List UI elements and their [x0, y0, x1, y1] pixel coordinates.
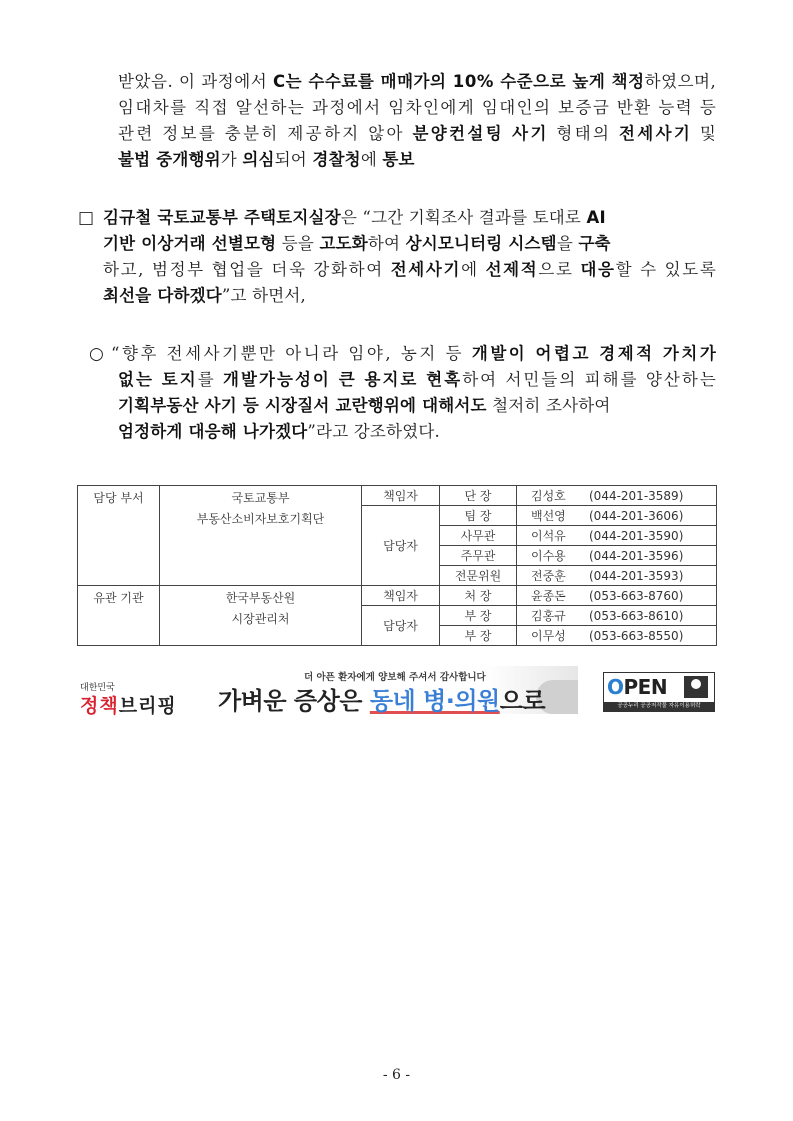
text-run: 으로 [538, 260, 581, 279]
contact-phone-cell [517, 486, 717, 506]
text-run: ”고 하면서, [221, 286, 307, 305]
title-cell: 처 장 [440, 586, 517, 606]
org-cell [160, 486, 362, 586]
open-logo-text [607, 675, 667, 699]
ad-headline-part-3: 으로 [499, 687, 546, 715]
text-run: 을 [556, 234, 579, 253]
attribution-icon [684, 676, 708, 698]
bold-phrase: 구축 [578, 234, 611, 253]
bold-phrase: 불법 중개행위 [118, 150, 221, 169]
footer-banner [77, 664, 717, 716]
title-cell: 주무관 [440, 546, 517, 566]
text-run: 하여 서민들의 피해를 양산하는 [462, 370, 718, 389]
text-line [103, 260, 717, 280]
bold-phrase: 전세사기 [618, 124, 693, 143]
contact-name: 이무성 [531, 629, 566, 643]
org-name: 한국부동산원 [225, 591, 296, 605]
text-run: 하였으며, [644, 72, 717, 91]
text-line [118, 370, 718, 390]
bold-phrase: 개발이 어렵고 경제적 가치가 [471, 344, 719, 363]
open-license-caption: 공공누리 공공저작물 자유이용허락 [604, 702, 714, 711]
bold-phrase: 통보 [382, 150, 415, 169]
circle-bullet: ○ [89, 344, 104, 364]
open-logo-pen: PEN [623, 675, 668, 699]
ad-headline [218, 681, 545, 716]
text-run: 은 “그간 기획조사 결과를 토대로 [340, 208, 587, 227]
contact-phone-cell [517, 606, 717, 626]
contact-name: 전중훈 [531, 569, 566, 583]
text-run: 가 [220, 150, 243, 169]
title-cell: 전문위원 [440, 566, 517, 586]
text-line [118, 98, 717, 118]
campaign-ad[interactable] [204, 666, 578, 714]
text-line [118, 150, 415, 170]
table-row [78, 586, 717, 606]
text-line [118, 396, 611, 416]
text-run: 하고, 범정부 협업을 더욱 강화하여 [103, 260, 391, 279]
bold-phrase: 상시모니터링 시스템 [405, 234, 557, 253]
contact-name: 김홍규 [531, 609, 566, 623]
page-number: - 6 - [382, 1067, 411, 1083]
ad-headline-highlight: 동네 병·의원 [369, 687, 500, 715]
bold-phrase: AI [586, 208, 606, 227]
section-header: 유관 기관 [78, 586, 160, 646]
contact-phone-cell [517, 546, 717, 566]
bold-phrase: 김규철 국토교통부 주택토지실장 [103, 208, 341, 227]
contact-name: 백선영 [531, 509, 566, 523]
brand-logo-part-2: 브리핑 [118, 695, 177, 717]
bold-phrase: 의심 [242, 150, 275, 169]
title-cell: 단 장 [440, 486, 517, 506]
contact-phone[interactable]: (044-201-3596) [589, 549, 684, 563]
ad-headline-part-1: 가벼운 증상은 [218, 687, 370, 715]
title-cell: 부 장 [440, 606, 517, 626]
text-run: 등을 [276, 234, 320, 253]
org-unit: 시장관리처 [231, 612, 290, 626]
bold-phrase: 전세사기 [390, 260, 462, 279]
section-header: 담당 부서 [78, 486, 160, 586]
text-run: 철저히 조사하여 [486, 396, 611, 415]
open-license-badge[interactable] [603, 672, 715, 712]
text-run: 되어 [274, 150, 313, 169]
text-run: 하여 [367, 234, 406, 253]
text-run: 형태의 [548, 124, 619, 143]
contact-phone[interactable]: (044-201-3590) [589, 529, 684, 543]
text-run: 를 [197, 370, 224, 389]
org-name: 국토교통부 [231, 491, 290, 505]
contact-name: 김성호 [531, 489, 566, 503]
text-run: 임대차를 직접 알선하는 과정에서 임차인에게 임대인의 보증금 반환 능력 등 [118, 98, 718, 117]
text-line [103, 234, 611, 254]
contact-phone-cell [517, 586, 717, 606]
bold-phrase: 최선을 다하겠다 [103, 286, 222, 305]
bold-phrase: 선제적 [485, 260, 539, 279]
text-line [103, 208, 606, 228]
ad-subtitle: 더 아픈 환자에게 양보해 주셔서 감사합니다 [304, 672, 486, 683]
contact-phone[interactable]: (053-663-8550) [589, 629, 684, 643]
square-bullet: □ [78, 208, 95, 228]
bold-phrase: 경찰청 [312, 150, 361, 169]
text-run: ”라고 강조하였다. [307, 422, 440, 441]
contact-phone-cell [517, 566, 717, 586]
text-line [118, 72, 716, 92]
contact-name: 이수용 [531, 549, 566, 563]
bold-phrase: 기획부동산 사기 등 시장질서 교란행위에 대해서도 [118, 396, 487, 415]
text-run: 및 [692, 124, 719, 143]
contact-name: 윤종돈 [531, 589, 566, 603]
title-cell: 부 장 [440, 626, 517, 646]
text-run: 받았음. 이 과정에서 [118, 72, 273, 91]
text-run: 할 수 있도록 [615, 260, 718, 279]
text-line [118, 124, 718, 144]
bold-phrase: C는 수수료를 매매가의 10% 수준으로 높게 책정 [272, 72, 645, 91]
contact-phone[interactable]: (044-201-3593) [589, 569, 684, 583]
text-line [118, 422, 440, 442]
contact-name: 이석유 [531, 529, 566, 543]
contact-phone-cell [517, 506, 717, 526]
title-cell: 팀 장 [440, 506, 517, 526]
bold-phrase: 엄정하게 대응해 나가겠다 [118, 422, 308, 441]
bold-phrase: 개발가능성이 큰 용지로 현혹 [223, 370, 463, 389]
brand-caption: 대한민국 [80, 683, 115, 693]
contact-phone-cell [517, 626, 717, 646]
bold-phrase: 고도화 [319, 234, 368, 253]
role-cell: 책임자 [362, 586, 440, 606]
brand-logo-part-1: 정책 [80, 695, 119, 717]
role-cell: 책임자 [362, 486, 440, 506]
role-cell: 담당자 [362, 506, 440, 586]
bold-phrase: 대응 [580, 260, 616, 279]
bold-phrase: 없는 토지 [118, 370, 198, 389]
contact-phone[interactable]: (053-663-8610) [589, 609, 684, 623]
text-run: 에 [360, 150, 383, 169]
text-line [103, 286, 306, 306]
text-run: “향후 전세사기뿐만 아니라 임야, 농지 등 [111, 344, 472, 363]
open-logo-o: O [607, 675, 624, 699]
bold-phrase: 기반 이상거래 선별모형 [103, 234, 277, 253]
brand-logo[interactable] [80, 691, 177, 718]
contact-phone-cell [517, 526, 717, 546]
text-run: 관련 정보를 충분히 제공하지 않아 [118, 124, 413, 143]
org-cell [160, 586, 362, 646]
contact-table [77, 485, 717, 646]
table-row [78, 486, 717, 506]
text-line [111, 344, 718, 364]
contact-phone[interactable]: (053-663-8760) [589, 589, 684, 603]
title-cell: 사무관 [440, 526, 517, 546]
org-unit: 부동산소비자보호기획단 [196, 512, 325, 526]
contact-phone[interactable]: (044-201-3589) [589, 489, 684, 503]
text-run: 에 [461, 260, 486, 279]
bold-phrase: 분양컨설팅 사기 [412, 124, 549, 143]
role-cell: 담당자 [362, 606, 440, 646]
contact-phone[interactable]: (044-201-3606) [589, 509, 684, 523]
